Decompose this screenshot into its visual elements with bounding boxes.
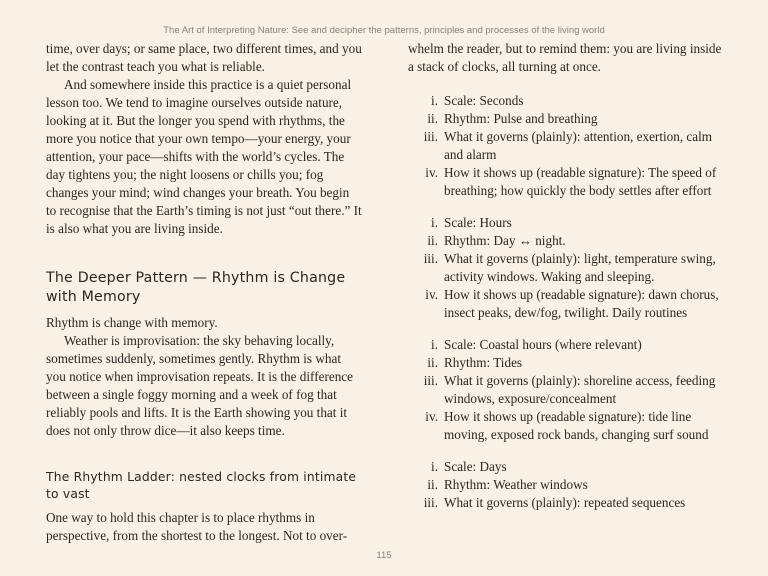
page-number: 115 — [376, 550, 392, 561]
right-column — [408, 40, 726, 512]
list-item: ii. Rhythm: Day ↔ night. — [427, 233, 566, 248]
paragraph: One way to hold this chapter is to place rhythms in perspective, from the shortest to the longest. Not to over- — [46, 510, 348, 543]
list-item: i. Scale: Hours — [431, 215, 512, 230]
list-item: ii. Rhythm: Tides — [427, 355, 523, 370]
rhythm-ladder-group — [408, 92, 726, 200]
paragraph: Weather is improvisation: the sky behaving locally, sometimes suddenly, sometimes gently. Rhythm is what you notice when improvisation repeats. It is the difference between a single foggy morning and a week of fog that reliably pools and lifts. It is the Earth showing you that it does not only throw dice—it also keeps time. — [46, 333, 354, 438]
list-item: iii. What it governs (plainly): attention, exertion, calm and alarm — [423, 129, 713, 162]
list-item: ii. Rhythm: Weather windows — [427, 477, 588, 492]
rhythm-ladder-group — [408, 458, 726, 512]
list-item: iv. How it shows up (readable signature): The speed of breathing; how quickly the body settles after effort — [425, 165, 717, 198]
rhythm-ladder-group — [408, 214, 726, 322]
list-item: iii. What it governs (plainly): shoreline access, feeding windows, exposure/concealment — [423, 373, 716, 406]
paragraph: whelm the reader, but to remind them: you are living inside a stack of clocks, all turning at once. — [408, 41, 722, 74]
list-item: ii. Rhythm: Pulse and breathing — [427, 111, 598, 126]
subsection-heading: The Rhythm Ladder: nested clocks from intimate to vast — [46, 470, 357, 501]
section-heading: The Deeper Pattern — Rhythm is Change with Memory — [46, 270, 346, 305]
list-item: iv. How it shows up (readable signature): dawn chorus, insect peaks, dew/fog, twilight. Daily routines — [425, 287, 719, 320]
list-item: i. Scale: Days — [431, 459, 507, 474]
list-item: iii. What it governs (plainly): light, temperature swing, activity windows. Waking and sleeping. — [423, 251, 716, 284]
running-head: The Art of Interpreting Nature: See and decipher the patterns, principles and processes of the living world — [163, 25, 605, 36]
list-item: i. Scale: Coastal hours (where relevant) — [431, 337, 642, 352]
paragraph: Rhythm is change with memory. — [46, 315, 218, 330]
left-column — [46, 40, 362, 545]
list-item: iii. What it governs (plainly): repeated sequences — [423, 495, 686, 510]
list-item: i. Scale: Seconds — [431, 93, 524, 108]
list-item: iv. How it shows up (readable signature): tide line moving, exposed rock bands, changing surf sound — [425, 409, 709, 442]
paragraph: And somewhere inside this practice is a quiet personal lesson too. We tend to imagine ourselves outside nature, looking at it. But the longer you spend with rhythms, the more you notice that your own tempo—your energy, your attention, your pace—shifts with the world’s cycles. The day tightens you; the night loosens or chills you; fog changes your mind; wind changes your breath. You begin to recognise that the Earth’s timing is not just “out there.” It is also what you are living inside. — [46, 77, 362, 236]
paragraph: time, over days; or same place, two different times, and you let the contrast teach you what is reliable. — [46, 41, 362, 74]
rhythm-ladder-group — [408, 336, 726, 444]
